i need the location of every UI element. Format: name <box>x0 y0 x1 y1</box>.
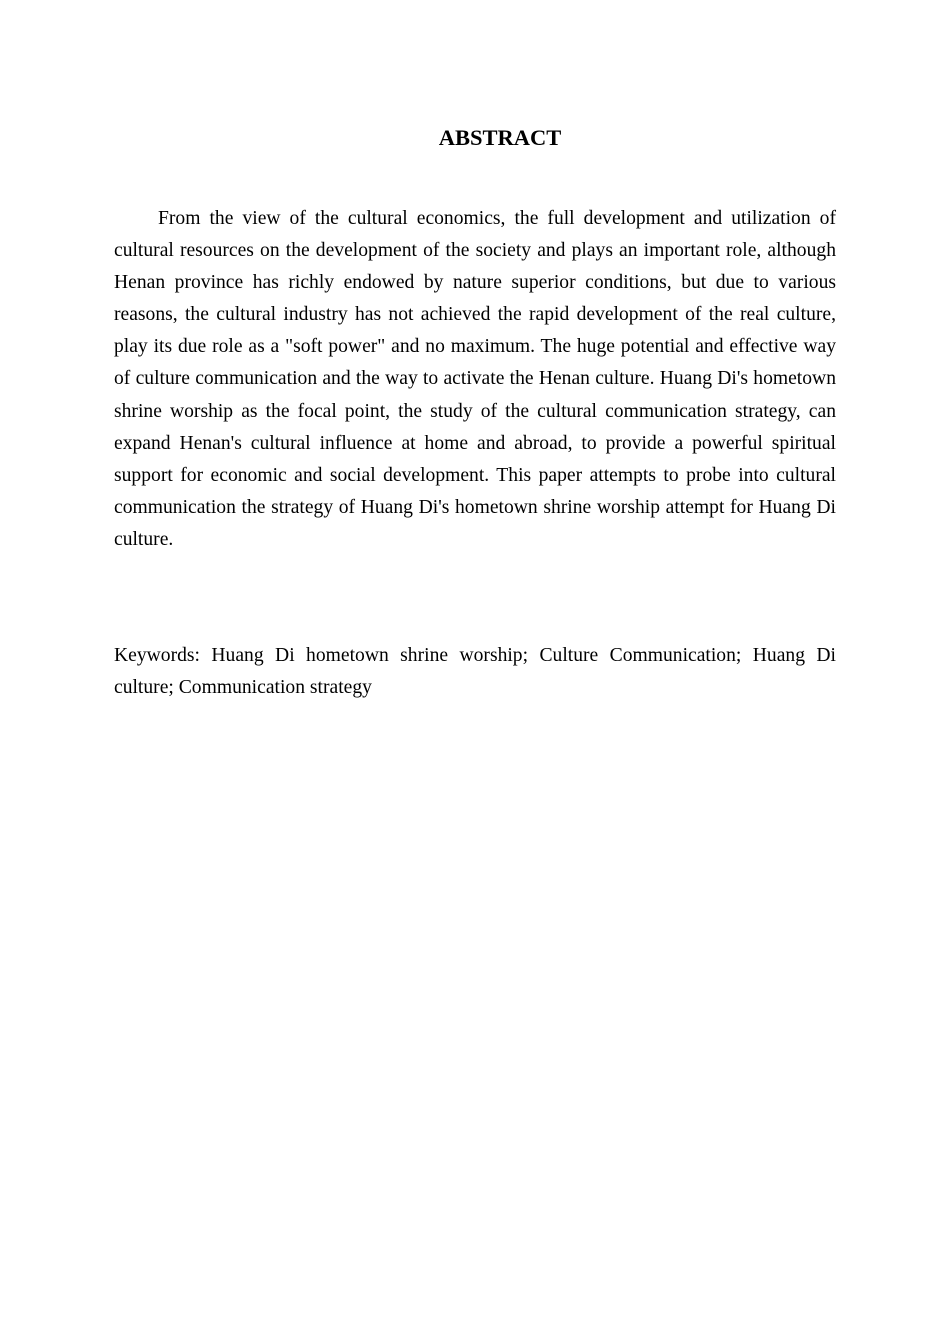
abstract-heading: ABSTRACT <box>438 125 562 150</box>
abstract-paragraph: From the view of the cultural economics, the full development and utilization of cultural resources on the development of the society and plays an important role, although Henan province has richly endowed by nature superior conditions, but due to various reasons, the cultural industry has not achieved the rapid development of the real culture, play its due role as a "soft power" and no maximum. The huge potential and effective way of culture communication and the way to activate the Henan culture. Huang Di's hometown shrine worship as the focal point, the study of the cultural communication strategy, can expand Henan's cultural influence at home and abroad, to provide a powerful spiritual support for economic and social development. This paper attempts to probe into cultural communication the strategy of Huang Di's hometown shrine worship attempt for Huang Di culture. <box>114 208 836 550</box>
keywords-line: Keywords: Huang Di hometown shrine worship; Culture Communication; Huang Di culture; Communication strategy <box>114 645 836 699</box>
